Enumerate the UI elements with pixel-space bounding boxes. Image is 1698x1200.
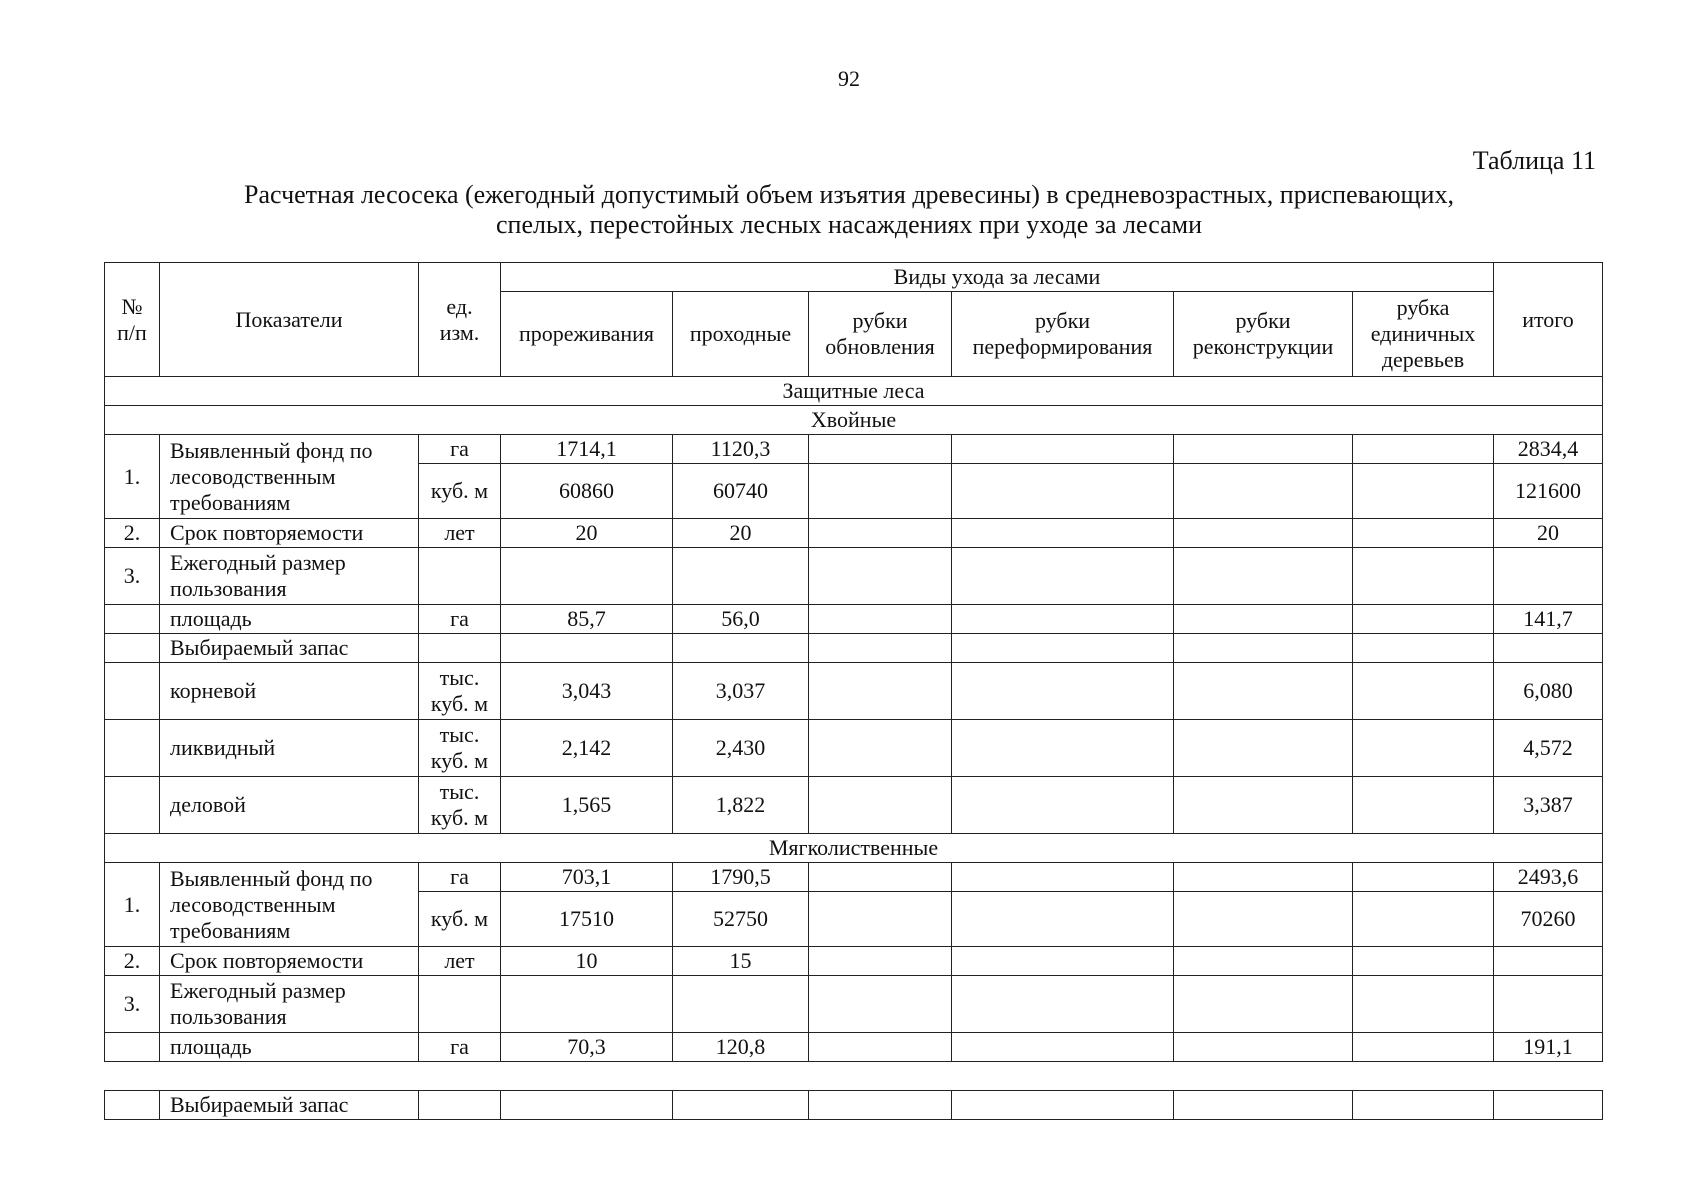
total-cell: 6,080 bbox=[1494, 663, 1603, 720]
reformation-cell bbox=[952, 663, 1174, 720]
page-number: 92 bbox=[838, 66, 860, 91]
table-row bbox=[105, 777, 1603, 834]
renewal-cell bbox=[809, 548, 952, 605]
reformation-cell bbox=[952, 605, 1174, 634]
single-trees-cell bbox=[1353, 634, 1494, 663]
total-cell bbox=[1494, 548, 1603, 605]
renewal-cell bbox=[809, 1091, 952, 1120]
reformation-cell bbox=[952, 464, 1174, 519]
header-total: итого bbox=[1494, 263, 1603, 377]
thinning-cell: 60860 bbox=[501, 464, 673, 519]
table-row bbox=[105, 976, 1603, 1033]
renewal-cell bbox=[809, 1033, 952, 1062]
header-passing: проходные bbox=[673, 292, 809, 377]
row-number bbox=[105, 605, 160, 634]
row-label: площадь bbox=[160, 1033, 419, 1062]
single-trees-cell bbox=[1353, 863, 1494, 892]
header-single-line-2: единичных bbox=[1370, 321, 1476, 346]
reformation-cell bbox=[952, 1091, 1174, 1120]
single-trees-cell bbox=[1353, 947, 1494, 976]
thinning-cell: 1714,1 bbox=[501, 435, 673, 464]
thinning-cell: 17510 bbox=[501, 892, 673, 947]
total-cell: 4,572 bbox=[1494, 720, 1603, 777]
reconstruction-cell bbox=[1174, 519, 1353, 548]
section-protective-forests: Защитные леса bbox=[105, 377, 1603, 406]
row-number: 1. bbox=[105, 863, 160, 947]
reformation-cell bbox=[952, 519, 1174, 548]
passing-cell bbox=[673, 634, 809, 663]
reconstruction-cell bbox=[1174, 863, 1353, 892]
header-recon-line-2: реконструкции bbox=[1192, 334, 1334, 359]
table-row bbox=[105, 947, 1603, 976]
total-cell: 70260 bbox=[1494, 892, 1603, 947]
thinning-cell: 20 bbox=[501, 519, 673, 548]
renewal-cell bbox=[809, 892, 952, 947]
renewal-cell bbox=[809, 519, 952, 548]
reformation-cell bbox=[952, 435, 1174, 464]
passing-cell bbox=[673, 1091, 809, 1120]
title-line-1: Расчетная лесосека (ежегодный допустимый объем изъятия древесины) в средневозрастных, приспевающих, bbox=[244, 180, 1454, 209]
reformation-cell bbox=[952, 976, 1174, 1033]
reformation-cell bbox=[952, 777, 1174, 834]
table-row bbox=[105, 519, 1603, 548]
reconstruction-cell bbox=[1174, 548, 1353, 605]
row-label: Ежегодный размер пользования bbox=[160, 548, 419, 605]
reconstruction-cell bbox=[1174, 1033, 1353, 1062]
unit-cell bbox=[419, 720, 501, 777]
reconstruction-cell bbox=[1174, 634, 1353, 663]
row-number: 2. bbox=[105, 519, 160, 548]
unit-line-2: куб. м bbox=[430, 691, 489, 716]
table-row bbox=[105, 605, 1603, 634]
reconstruction-cell bbox=[1174, 720, 1353, 777]
row-number: 2. bbox=[105, 947, 160, 976]
row-number bbox=[105, 1033, 160, 1062]
header-renewal-line-2: обновления bbox=[825, 334, 935, 359]
row-label: Ежегодный размер пользования bbox=[160, 976, 419, 1033]
table-row bbox=[105, 548, 1603, 605]
thinning-cell: 3,043 bbox=[501, 663, 673, 720]
unit-cell bbox=[419, 548, 501, 605]
unit-cell bbox=[419, 663, 501, 720]
renewal-cell bbox=[809, 976, 952, 1033]
unit-cell: га bbox=[419, 863, 501, 892]
single-trees-cell bbox=[1353, 720, 1494, 777]
table-row bbox=[105, 1091, 1603, 1120]
unit-cell: га bbox=[419, 435, 501, 464]
renewal-cell bbox=[809, 863, 952, 892]
reformation-cell bbox=[952, 892, 1174, 947]
total-cell bbox=[1494, 1091, 1603, 1120]
reconstruction-cell bbox=[1174, 892, 1353, 947]
unit-line-2: куб. м bbox=[430, 805, 489, 830]
unit-cell bbox=[419, 634, 501, 663]
thinning-cell: 2,142 bbox=[501, 720, 673, 777]
renewal-cell bbox=[809, 720, 952, 777]
passing-cell: 56,0 bbox=[673, 605, 809, 634]
passing-cell: 2,430 bbox=[673, 720, 809, 777]
passing-cell: 1120,3 bbox=[673, 435, 809, 464]
passing-cell: 3,037 bbox=[673, 663, 809, 720]
table-row bbox=[105, 634, 1603, 663]
row-number bbox=[105, 663, 160, 720]
single-trees-cell bbox=[1353, 777, 1494, 834]
reconstruction-cell bbox=[1174, 1091, 1353, 1120]
renewal-cell bbox=[809, 663, 952, 720]
row-label: Выявленный фонд по лесоводственным требованиям bbox=[160, 435, 419, 519]
header-reformation bbox=[952, 292, 1174, 377]
row-label: Срок повторяемости bbox=[160, 947, 419, 976]
thinning-cell bbox=[501, 1091, 673, 1120]
single-trees-cell bbox=[1353, 1033, 1494, 1062]
row-label: Выбираемый запас bbox=[160, 634, 419, 663]
table-title bbox=[104, 180, 1594, 240]
renewal-cell bbox=[809, 435, 952, 464]
reconstruction-cell bbox=[1174, 605, 1353, 634]
single-trees-cell bbox=[1353, 663, 1494, 720]
row-number bbox=[105, 777, 160, 834]
header-number-line-2: п/п bbox=[117, 319, 147, 345]
thinning-cell: 703,1 bbox=[501, 863, 673, 892]
row-label: площадь bbox=[160, 605, 419, 634]
header-row-1 bbox=[105, 263, 1603, 292]
group-softwood: Мягколиственные bbox=[105, 834, 1603, 863]
reformation-cell bbox=[952, 947, 1174, 976]
reconstruction-cell bbox=[1174, 947, 1353, 976]
unit-cell: лет bbox=[419, 519, 501, 548]
row-number bbox=[105, 720, 160, 777]
reconstruction-cell bbox=[1174, 663, 1353, 720]
thinning-cell: 1,565 bbox=[501, 777, 673, 834]
table-row bbox=[105, 435, 1603, 464]
header-indicators: Показатели bbox=[160, 263, 419, 377]
total-cell bbox=[1494, 976, 1603, 1033]
reformation-cell bbox=[952, 634, 1174, 663]
row-label: Срок повторяемости bbox=[160, 519, 419, 548]
total-cell: 20 bbox=[1494, 519, 1603, 548]
header-unit-line-2: изм. bbox=[439, 319, 480, 345]
thinning-cell bbox=[501, 634, 673, 663]
title-line-2: спелых, перестойных лесных насаждениях при уходе за лесами bbox=[496, 210, 1202, 239]
thinning-cell: 10 bbox=[501, 947, 673, 976]
row-number: 1. bbox=[105, 435, 160, 519]
row-label: ликвидный bbox=[160, 720, 419, 777]
passing-cell: 15 bbox=[673, 947, 809, 976]
unit-line-1: тыс. bbox=[439, 722, 480, 747]
group-row bbox=[105, 406, 1603, 435]
row-number bbox=[105, 1091, 160, 1120]
reformation-cell bbox=[952, 1033, 1174, 1062]
header-renewal-line-1: рубки bbox=[852, 308, 908, 333]
header-recon-line-1: рубки bbox=[1235, 308, 1291, 333]
passing-cell: 60740 bbox=[673, 464, 809, 519]
row-label: деловой bbox=[160, 777, 419, 834]
total-cell: 141,7 bbox=[1494, 605, 1603, 634]
total-cell: 191,1 bbox=[1494, 1033, 1603, 1062]
unit-cell: лет bbox=[419, 947, 501, 976]
unit-line-2: куб. м bbox=[430, 748, 489, 773]
reconstruction-cell bbox=[1174, 435, 1353, 464]
single-trees-cell bbox=[1353, 605, 1494, 634]
unit-cell: га bbox=[419, 1033, 501, 1062]
row-number bbox=[105, 634, 160, 663]
table-row bbox=[105, 720, 1603, 777]
thinning-cell: 70,3 bbox=[501, 1033, 673, 1062]
continuation-table bbox=[104, 1090, 1603, 1120]
group-conifers: Хвойные bbox=[105, 406, 1603, 435]
renewal-cell bbox=[809, 464, 952, 519]
passing-cell: 1,822 bbox=[673, 777, 809, 834]
group-row bbox=[105, 834, 1603, 863]
thinning-cell: 85,7 bbox=[501, 605, 673, 634]
header-number bbox=[105, 263, 160, 377]
unit-cell bbox=[419, 976, 501, 1033]
total-cell: 121600 bbox=[1494, 464, 1603, 519]
unit-cell bbox=[419, 777, 501, 834]
total-cell bbox=[1494, 947, 1603, 976]
header-number-line-1: № bbox=[121, 293, 143, 319]
passing-cell bbox=[673, 976, 809, 1033]
table-row bbox=[105, 663, 1603, 720]
renewal-cell bbox=[809, 634, 952, 663]
header-care-types: Виды ухода за лесами bbox=[501, 263, 1494, 292]
renewal-cell bbox=[809, 947, 952, 976]
header-reform-line-1: рубки bbox=[1034, 308, 1091, 333]
thinning-cell bbox=[501, 976, 673, 1033]
passing-cell: 120,8 bbox=[673, 1033, 809, 1062]
unit-cell: куб. м bbox=[419, 892, 501, 947]
unit-line-1: тыс. bbox=[439, 665, 480, 690]
reformation-cell bbox=[952, 548, 1174, 605]
cutting-area-table bbox=[104, 262, 1603, 1062]
header-unit-line-1: ед. bbox=[446, 293, 473, 319]
total-cell: 2493,6 bbox=[1494, 863, 1603, 892]
passing-cell bbox=[673, 548, 809, 605]
reformation-cell bbox=[952, 720, 1174, 777]
table-row bbox=[105, 1033, 1603, 1062]
row-label: Выбираемый запас bbox=[160, 1091, 419, 1120]
single-trees-cell bbox=[1353, 435, 1494, 464]
row-number: 3. bbox=[105, 976, 160, 1033]
row-number: 3. bbox=[105, 548, 160, 605]
single-trees-cell bbox=[1353, 548, 1494, 605]
row-label: корневой bbox=[160, 663, 419, 720]
passing-cell: 52750 bbox=[673, 892, 809, 947]
unit-cell: га bbox=[419, 605, 501, 634]
header-single-line-1: рубка bbox=[1396, 295, 1450, 320]
header-unit bbox=[419, 263, 501, 377]
thinning-cell bbox=[501, 548, 673, 605]
table-label: Таблица 11 bbox=[1472, 146, 1596, 175]
unit-cell: куб. м bbox=[419, 464, 501, 519]
total-cell bbox=[1494, 634, 1603, 663]
passing-cell: 1790,5 bbox=[673, 863, 809, 892]
header-single-line-3: деревьев bbox=[1381, 347, 1465, 372]
single-trees-cell bbox=[1353, 1091, 1494, 1120]
header-reconstruction bbox=[1174, 292, 1353, 377]
unit-line-1: тыс. bbox=[439, 779, 480, 804]
header-renewal bbox=[809, 292, 952, 377]
unit-cell bbox=[419, 1091, 501, 1120]
single-trees-cell bbox=[1353, 976, 1494, 1033]
row-label: Выявленный фонд по лесоводственным требованиям bbox=[160, 863, 419, 947]
header-reform-line-2: переформирования bbox=[972, 334, 1153, 359]
single-trees-cell bbox=[1353, 464, 1494, 519]
section-row bbox=[105, 377, 1603, 406]
single-trees-cell bbox=[1353, 892, 1494, 947]
single-trees-cell bbox=[1353, 519, 1494, 548]
total-cell: 2834,4 bbox=[1494, 435, 1603, 464]
reconstruction-cell bbox=[1174, 464, 1353, 519]
reconstruction-cell bbox=[1174, 976, 1353, 1033]
table-row bbox=[105, 863, 1603, 892]
renewal-cell bbox=[809, 777, 952, 834]
header-thinning: прореживания bbox=[501, 292, 673, 377]
reconstruction-cell bbox=[1174, 777, 1353, 834]
header-single-trees bbox=[1353, 292, 1494, 377]
renewal-cell bbox=[809, 605, 952, 634]
passing-cell: 20 bbox=[673, 519, 809, 548]
total-cell: 3,387 bbox=[1494, 777, 1603, 834]
reformation-cell bbox=[952, 863, 1174, 892]
